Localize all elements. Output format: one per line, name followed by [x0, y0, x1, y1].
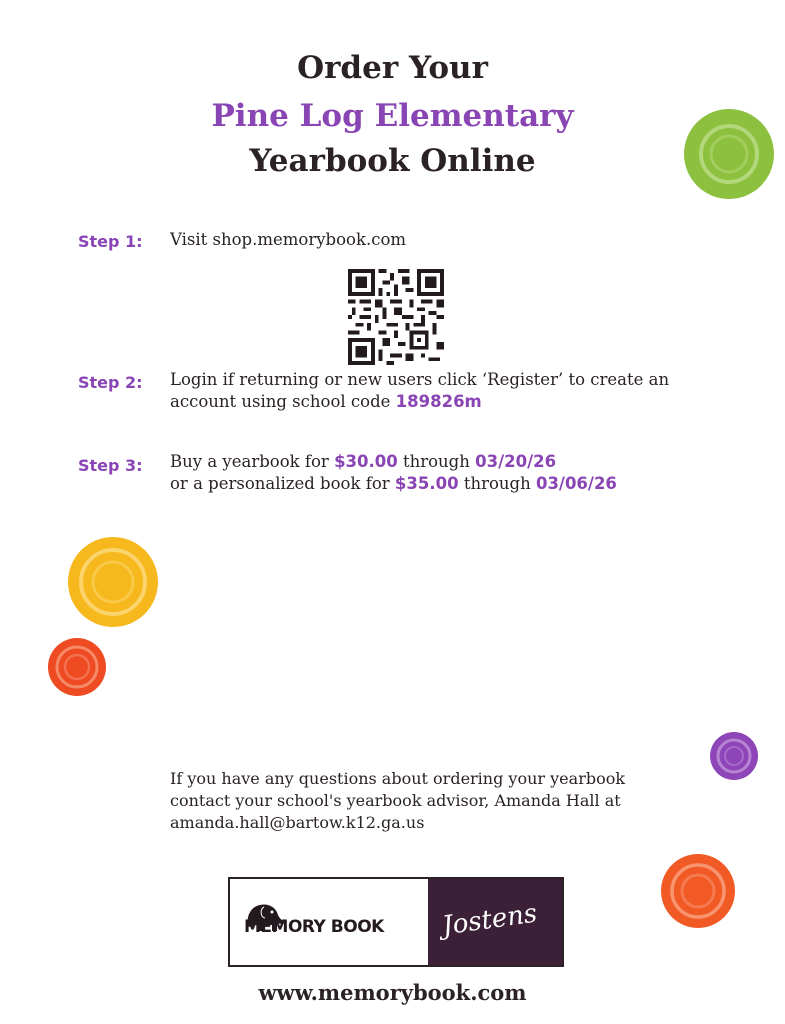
step-3-line-1-prefix: Buy a yearbook for [170, 452, 335, 471]
school-code: 189826m [395, 392, 482, 411]
step-2-text [170, 369, 669, 413]
step-3-line-1-mid: through [397, 452, 476, 471]
step-2-line-2-prefix: account using school code [170, 392, 396, 411]
green-dot-icon [683, 108, 775, 200]
step-3-text [170, 451, 617, 495]
contact-line-1: If you have any questions about ordering your yearbook [170, 769, 626, 788]
standard-price: $30.00 [334, 452, 398, 471]
step-3-line-1 [170, 451, 617, 473]
personalized-deadline: 03/06/26 [535, 474, 617, 493]
title-line-1: Order Your [297, 50, 488, 86]
jostens-wordmark: Jostens [440, 898, 539, 942]
step-3-line-2 [170, 473, 617, 495]
step-2-label: Step 2: [78, 373, 143, 392]
school-name: Pine Log Elementary [211, 98, 574, 134]
yellow-dot-icon [67, 536, 159, 628]
memory-book-wordmark: MEMORY BOOK [244, 917, 384, 937]
jostens-logo [428, 879, 562, 965]
step-2-line-1: Login if returning or new users click ‘Register’ to create an [170, 370, 670, 389]
qr-code-icon[interactable] [348, 269, 444, 365]
orange-dot-icon [660, 853, 736, 929]
purple-dot-icon [709, 731, 759, 781]
step-3-label: Step 3: [78, 456, 143, 475]
title-line-3: Yearbook Online [249, 143, 536, 179]
step-1-text: Visit shop.memorybook.com [170, 230, 407, 249]
step-3-line-2-mid: through [458, 474, 536, 493]
website-url[interactable]: www.memorybook.com [258, 980, 527, 1005]
memory-book-logo [230, 879, 428, 965]
brand-logos [228, 877, 564, 967]
standard-deadline: 03/20/26 [475, 452, 557, 471]
red-dot-icon [47, 637, 107, 697]
step-2-line-2 [170, 391, 669, 413]
step-3-line-2-prefix: or a personalized book for [170, 474, 395, 493]
step-1-label: Step 1: [78, 232, 143, 251]
contact-info [170, 768, 625, 834]
personalized-price: $35.00 [394, 474, 459, 493]
contact-line-2: contact your school's yearbook advisor, Amanda Hall at [170, 791, 621, 810]
contact-email[interactable]: amanda.hall@bartow.k12.ga.us [170, 813, 425, 832]
